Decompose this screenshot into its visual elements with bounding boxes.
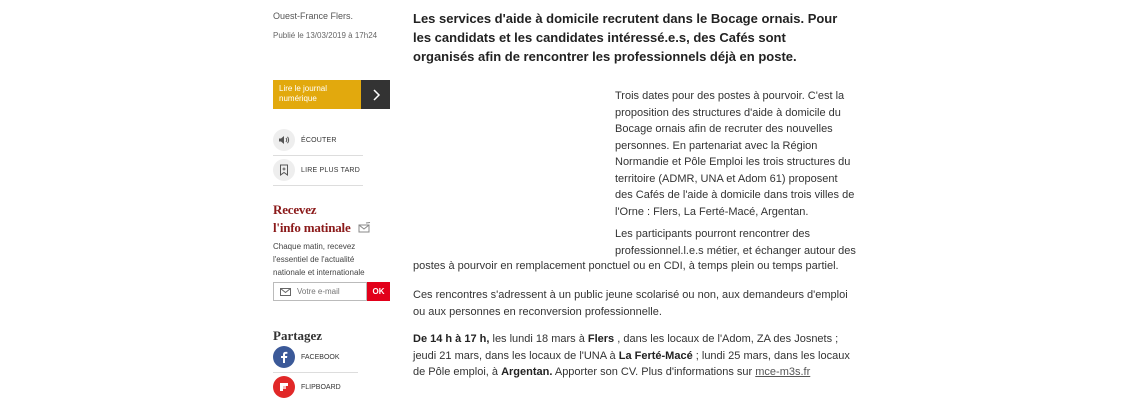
chevron-right-icon xyxy=(361,80,390,109)
divider xyxy=(273,185,363,186)
read-later-label: LIRE PLUS TARD xyxy=(301,166,360,174)
schedule-text: ; lundi 25 mars, dans les locaux de Pôle emploi, à xyxy=(413,349,850,378)
facebook-icon xyxy=(273,346,295,368)
paragraph-4 xyxy=(413,331,853,381)
paragraph-2-bottom: postes à pourvoir en remplacement ponctuel ou en CDI, à temps plein ou temps partiel. xyxy=(413,260,839,272)
flipboard-label: FLIPBOARD xyxy=(301,383,341,391)
speaker-icon xyxy=(273,129,295,151)
email-input[interactable] xyxy=(297,287,359,296)
newsletter-title-line2 xyxy=(273,220,371,236)
divider xyxy=(273,372,358,373)
share-facebook-button[interactable] xyxy=(273,346,340,368)
share-title: Partagez xyxy=(273,328,323,343)
schedule-text: , dans les locaux de l'Adom, ZA des Josnets ; jeudi 21 mars, dans les locaux de l'UNA à xyxy=(413,333,839,362)
paragraph-1: Trois dates pour des postes à pourvoir. C'est la proposition des structures d'aide à domicile du Bocage ornais afin de recruter des nouvelles personnes. En partenariat avec la Région Normandie et Pôle Emploi les trois structures du territoire (ADMR, UNA et Adom 61) proposent des Cafés de l'aide à domicile dans trois villes de l'Orne : Flers, La Ferté-Macé, Argentan. xyxy=(615,90,855,218)
listen-button[interactable] xyxy=(273,128,363,152)
newsletter-ok-button[interactable]: OK xyxy=(367,282,390,301)
newsletter-title-text: l'info matinale xyxy=(273,220,351,235)
journal-button-label: Lire le journal numérique xyxy=(273,80,361,109)
bookmark-icon xyxy=(273,159,295,181)
read-digital-journal-button[interactable] xyxy=(273,80,390,109)
newsletter-icon xyxy=(358,222,371,233)
article-lead: Les services d'aide à domicile recrutent dans le Bocage ornais. Pour les candidats et les candidates intéressé.e.s, des Cafés sont organisés afin de rencontrer les professionnels déjà en poste. xyxy=(413,11,838,64)
schedule-text: les lundi 18 mars à xyxy=(489,333,588,345)
schedule-time: De 14 h à 17 h, xyxy=(413,333,490,345)
newsletter-description: Chaque matin, recevez l'essentiel de l'actualité nationale et internationale xyxy=(273,242,365,277)
paragraph-3: Ces rencontres s'adressent à un public jeune scolarisé ou non, aux demandeurs d'emploi ou aux personnes en reconversion professionnelle. xyxy=(413,289,848,318)
listen-label: ÉCOUTER xyxy=(301,136,337,144)
envelope-icon xyxy=(280,288,291,296)
city-argentan: Argentan. xyxy=(501,366,553,378)
article-source: Ouest-France Flers. xyxy=(273,11,354,21)
publish-date: Publié le 13/03/2019 à 17h24 xyxy=(273,31,378,40)
newsletter-title-line1: Recevez xyxy=(273,202,317,217)
city-ferte-mace: La Ferté-Macé xyxy=(618,349,693,362)
read-later-button[interactable] xyxy=(273,158,363,182)
email-field-container xyxy=(273,282,367,301)
share-flipboard-button[interactable] xyxy=(273,376,341,398)
divider xyxy=(273,155,363,156)
schedule-text: Apporter son CV. Plus d'informations sur xyxy=(552,366,756,378)
flipboard-icon xyxy=(273,376,295,398)
info-link[interactable]: mce-m3s.fr xyxy=(755,366,811,378)
city-flers: Flers xyxy=(587,333,615,345)
facebook-label: FACEBOOK xyxy=(301,353,340,361)
paragraph-2-top: Les participants pourront rencontrer des professionnel.l.e.s métier, et échanger autour des xyxy=(615,228,856,257)
